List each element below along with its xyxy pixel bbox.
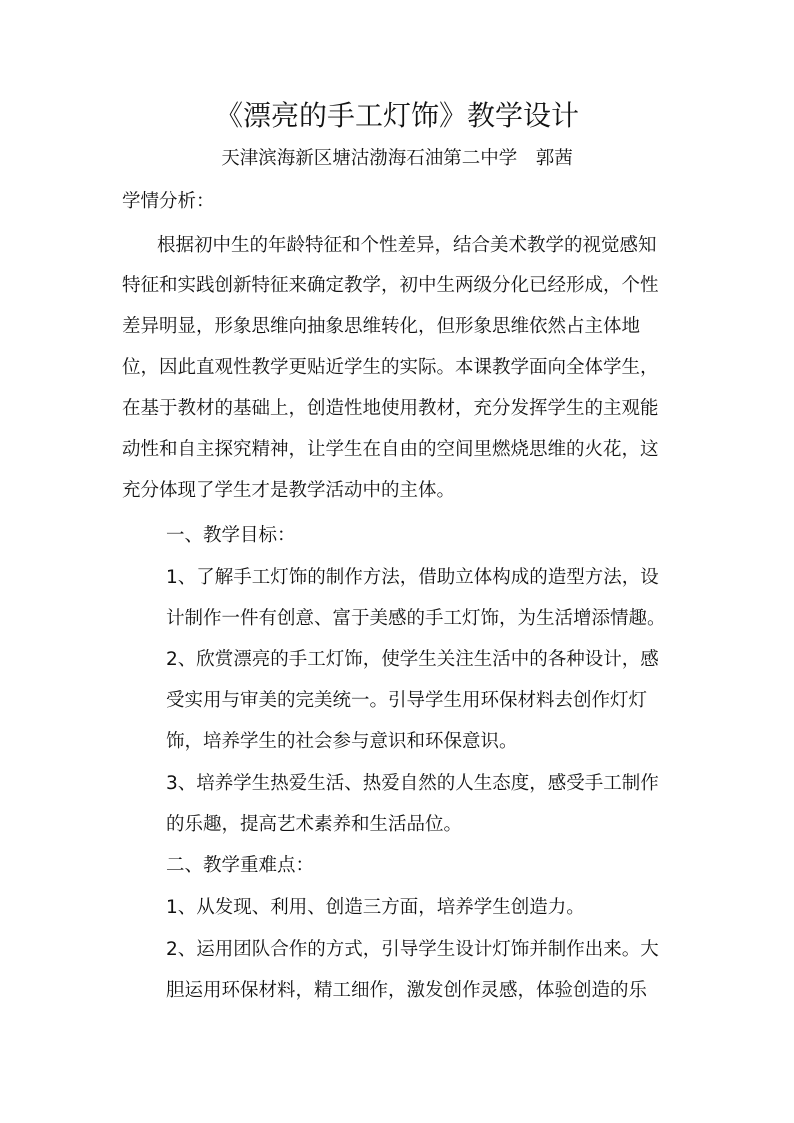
paragraph-line: 位，因此直观性教学更贴近学生的实际。本课教学面向全体学生，	[122, 357, 659, 378]
paragraph-line: 差异明显，形象思维向抽象思维转化，但形象思维依然占主体地	[122, 316, 641, 337]
paragraph-line: 特征和实践创新特征来确定教学，初中生两级分化已经形成，个性	[122, 275, 659, 296]
section-heading-key-points: 二、教学重难点：	[166, 855, 315, 876]
list-item-line: 的乐趣，提高艺术素养和生活品位。	[166, 814, 463, 835]
list-item-line: 受实用与审美的完美统一。引导学生用环保材料去创作灯灯	[166, 690, 648, 711]
list-item-line: 胆运用环保材料，精工细作，激发创作灵感，体验创造的乐	[166, 980, 648, 1001]
list-item-line: 计制作一件有创意、富于美感的手工灯饰，为生活增添情趣。	[166, 608, 666, 629]
author-line: 天津滨海新区塘沽渤海石油第二中学 郭茜	[221, 148, 573, 169]
paragraph-line: 在基于教材的基础上，创造性地使用教材，充分发挥学生的主观能	[122, 398, 659, 419]
section-heading-analysis: 学情分析：	[122, 191, 215, 212]
list-item-line: 2、运用团队合作的方式，引导学生设计灯饰并制作出来。大	[166, 939, 659, 960]
paragraph-line: 根据初中生的年龄特征和个性差异，结合美术教学的视觉感知	[157, 235, 657, 256]
list-item-line: 1、了解手工灯饰的制作方法，借助立体构成的造型方法，设	[166, 567, 659, 588]
list-item-line: 2、欣赏漂亮的手工灯饰，使学生关注生活中的各种设计，感	[166, 649, 659, 670]
list-item-line: 饰，培养学生的社会参与意识和环保意识。	[166, 731, 518, 752]
document-title: 《漂亮的手工灯饰》教学设计	[214, 99, 579, 132]
paragraph-line: 充分体现了学生才是教学活动中的主体。	[122, 480, 456, 501]
list-item-line: 1、从发现、利用、创造三方面，培养学生创造力。	[166, 897, 585, 918]
paragraph-line: 动性和自主探究精神，让学生在自由的空间里燃烧思维的火花，这	[122, 439, 659, 460]
section-heading-objectives: 一、教学目标：	[166, 525, 296, 546]
list-item-line: 3、培养学生热爱生活、热爱自然的人生态度，感受手工制作	[166, 773, 659, 794]
